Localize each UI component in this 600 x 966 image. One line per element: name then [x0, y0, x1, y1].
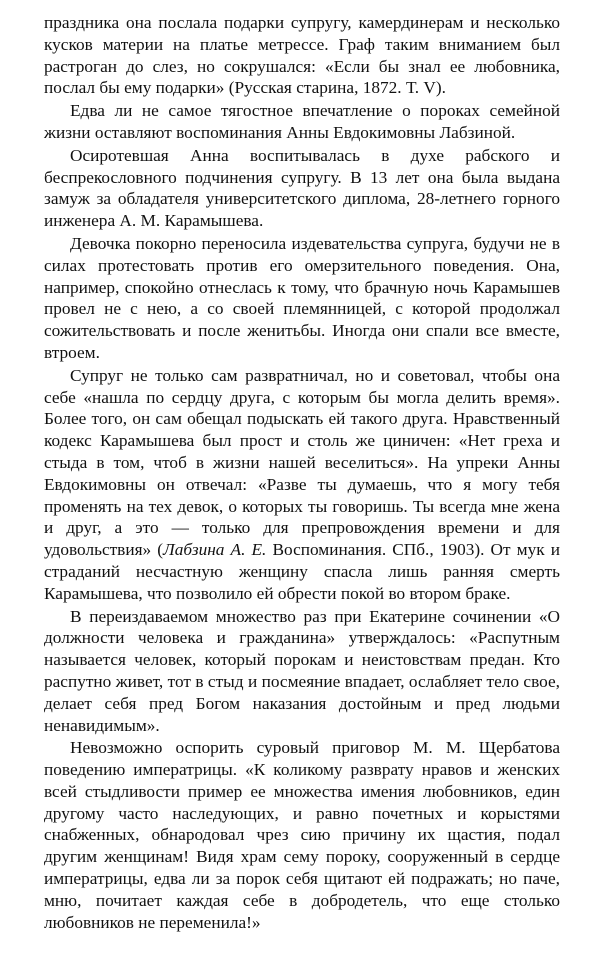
- paragraph-7: Невозможно оспорить суровый приговор М. М. Щербатова поведению императрицы. «К коликому разврату нравов и женских всей стыдливости пример ее множества имения любовников, един другому часто наследующих, и равно почетных и корыстями снабженных, обнародовал чрез сию причину их щастия, подал другим женщинам! Видя храм сему пороку, сооруженный в сердце императрицы, едва ли за порок себя щитают ей подражать; но паче, мню, почитает каждая себе в добродетель, что еще столько любовников не переменила!»: [44, 738, 560, 932]
- paragraph-5-text-a: Супруг не только сам развратничал, но и советовал, чтобы она себе «нашла по сердцу друга, с которым бы могла делить время». Более того, он сам обещал подыскать ей такого друга. Нравственный кодекс Карамышева был прост и столь же циничен: «Нет греха и стыда в том, чтоб в жизни нашей веселиться». На упреки Анны Евдокимовны он отвечал: «Разве ты думаешь, что я могу тебя променять на тех девок, о которых ты говоришь. Ты всегда мне жена и друг, а это — только для препровождения времени и для удовольствия» (: [44, 365, 560, 560]
- book-page: [44, 12, 560, 933]
- paragraph-2: Едва ли не самое тягостное впечатление о пороках семейной жизни оставляют воспоминания Анны Евдокимовны Лабзиной.: [44, 101, 560, 142]
- paragraph-5: [44, 365, 560, 605]
- paragraph-3: Осиротевшая Анна воспитывалась в духе рабского и беспрекословного подчинения супругу. В 13 лет она была выдана замуж за обладателя университетского диплома, 28-летнего горного инженера А. М. Карамышева.: [44, 145, 560, 231]
- paragraph-6: В переиздаваемом множество раз при Екатерине сочинении «О должности человека и гражданина» утверждалось: «Распутным называется человек, который порокам и неистовствам предан. Кто распутно живет, тот в стыд и посмеяние впадает, ослабляет тело свое, делает себя пред Богом наказания достойным и пред людьми ненавидимым».: [44, 606, 560, 735]
- paragraph-4: Девочка покорно переносила издевательства супруга, будучи не в силах протестовать против его омерзительного поведения. Она, например, спокойно отнеслась к тому, что брачную ночь Карамышев провел не с нею, а со своей племянницей, с которой продолжал сожительствовать и после женитьбы. Иногда они спали все вместе, втроем.: [44, 233, 560, 362]
- paragraph-1: праздника она послала подарки супругу, камердинерам и несколько кусков материи на платье метрессе. Граф таким вниманием был растроган до слез, но сокрушался: «Если бы знал ее любовника, послал бы ему подарки» (Русская старина, 1872. Т. V).: [44, 13, 560, 98]
- citation-author: Лабзина А. Е.: [163, 540, 267, 560]
- paragraph-5-text-b: Воспоминания. СПб., 1903). От мук и страданий несчастную женщину спасла лишь ранняя смерть Карамышева, что позволило ей обрести покой во втором браке.: [44, 540, 560, 603]
